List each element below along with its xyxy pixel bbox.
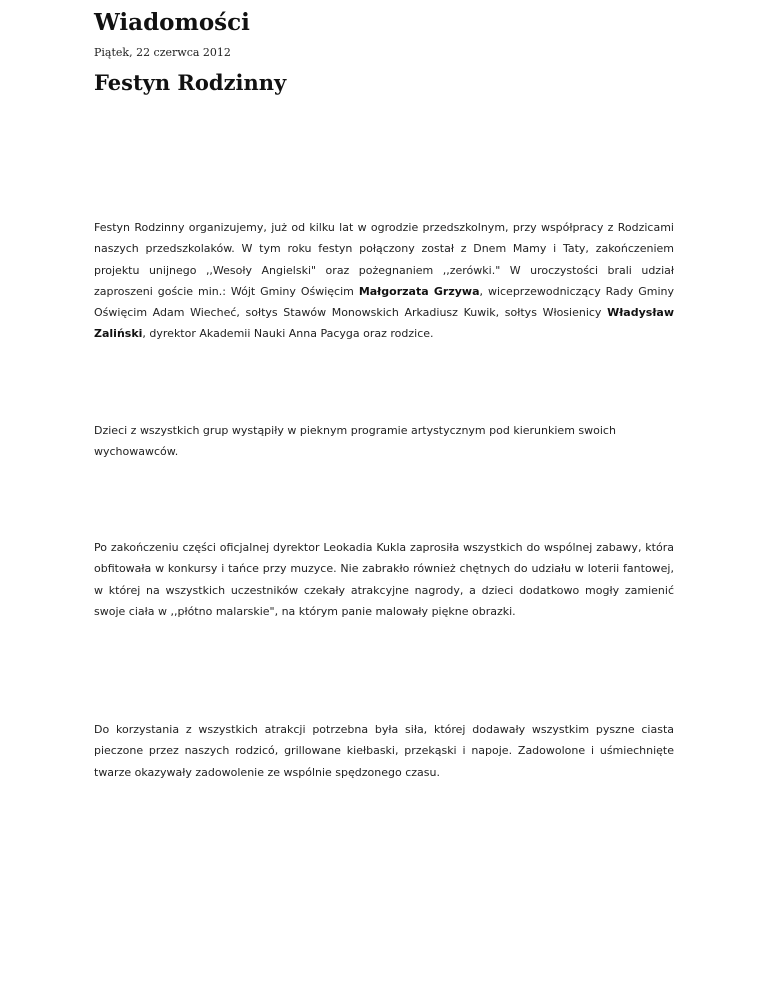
article-paragraph-1 (94, 217, 674, 345)
paragraph-text: , dyrektor Akademii Nauki Anna Pacyga oraz rodzice. (142, 327, 434, 341)
article-paragraph-2: Dzieci z wszystkich grup wystąpiły w pieknym programie artystycznym pod kierunkiem swoich wychowawców. (94, 424, 616, 459)
guest-name-bold: Władysław Zaliński (94, 306, 674, 341)
article-paragraph-3: Po zakończeniu części oficjalnej dyrektor Leokadia Kukla zaprosiła wszystkich do wspólnej zabawy, która obfitowała w konkursy i tańce przy muzyce. Nie zabrakło również chętnych do udziału w loterii fantowej, w której na wszystkich uczestników czekały atrakcyjne nagrody, a dzieci dodatkowo mogły zamienić swoje ciała w ,,płótno malarskie", na którym panie malowały piękne obrazki. (94, 541, 674, 618)
paragraph-text: , wiceprzewodniczący Rady Gminy Oświęcim Adam Wiecheć, sołtys Stawów Monowskich Arkadiusz Kuwik, sołtys Włosienicy (94, 284, 674, 320)
guest-name-bold: Małgorzata Grzywa (358, 284, 480, 298)
article-title: Festyn Rodzinny (94, 70, 287, 95)
publication-date: Piątek, 22 czerwca 2012 (94, 46, 231, 59)
paragraph-text: Festyn Rodzinny organizujemy, już od kilku lat w ogrodzie przedszkolnym, przy współpracy z Rodzicami naszych przedszkolaków. W tym roku festyn połączony został z Dnem Mamy i Taty, zakończeniem projektu unijnego ,,Wesoły Angielski" oraz pożegnaniem ,,zerówki." W uroczystości brali udział zaproszeni goście min.: Wójt Gminy Oświęcim (94, 221, 674, 298)
site-title: Wiadomości (94, 9, 250, 36)
article-paragraph-4: Do korzystania z wszystkich atrakcji potrzebna była siła, której dodawały wszystkim pyszne ciasta pieczone przez naszych rodzicó, grillowane kiełbaski, przekąski i napoje. Zadowolone i uśmiechnięte twarze okazywały zadowolenie ze wspólnie spędzonego czasu. (94, 723, 674, 779)
